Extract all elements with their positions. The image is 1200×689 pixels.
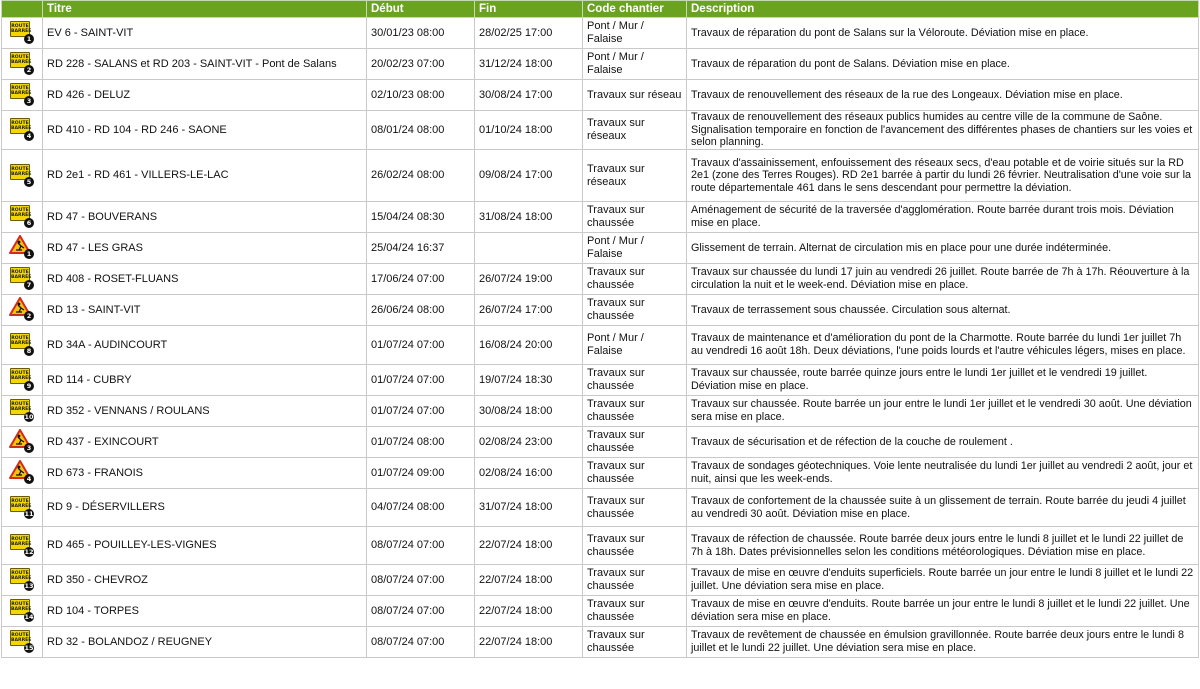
sign-text: ROUTE BARRÉE xyxy=(10,83,30,99)
cell-description: Travaux de réparation du pont de Salans. Déviation mise en place. xyxy=(687,49,1199,80)
cell-debut: 20/02/23 07:00 xyxy=(367,49,475,80)
route-barree-icon[interactable] xyxy=(9,398,35,422)
cell-code: Pont / Mur / Falaise xyxy=(583,49,687,80)
marker-number-badge: 6 xyxy=(24,218,34,228)
cell-code: Travaux sur réseaux xyxy=(583,150,687,202)
cell-icon xyxy=(2,80,43,111)
cell-icon xyxy=(2,396,43,427)
table-row[interactable] xyxy=(2,111,1199,150)
cell-debut: 04/07/24 08:00 xyxy=(367,489,475,527)
cell-fin: 22/07/24 18:00 xyxy=(475,527,583,565)
cell-titre: RD 350 - CHEVROZ xyxy=(43,565,367,596)
sign-text: ROUTE BARRÉE xyxy=(10,205,30,221)
cell-code: Travaux sur chaussée xyxy=(583,627,687,658)
cell-debut: 08/07/24 07:00 xyxy=(367,565,475,596)
cell-description: Travaux de renouvellement des réseaux de la rue des Longeaux. Déviation mise en place. xyxy=(687,80,1199,111)
header-debut[interactable]: Début xyxy=(367,1,475,18)
cell-icon xyxy=(2,489,43,527)
table-row[interactable] xyxy=(2,527,1199,565)
marker-number-badge: 1 xyxy=(24,249,34,259)
table-row[interactable] xyxy=(2,396,1199,427)
table-row[interactable] xyxy=(2,627,1199,658)
cell-icon xyxy=(2,49,43,80)
cell-titre: RD 34A - AUDINCOURT xyxy=(43,326,367,365)
route-barree-icon[interactable] xyxy=(9,332,35,356)
cell-titre: RD 228 - SALANS et RD 203 - SAINT-VIT - Pont de Salans xyxy=(43,49,367,80)
cell-description: Travaux de sécurisation et de réfection de la couche de roulement . xyxy=(687,427,1199,458)
route-barree-icon[interactable] xyxy=(9,629,35,653)
cell-icon xyxy=(2,18,43,49)
sign-text: ROUTE BARRÉE xyxy=(10,21,30,37)
route-barree-icon[interactable] xyxy=(9,204,35,228)
table-row[interactable] xyxy=(2,596,1199,627)
cell-fin: 26/07/24 19:00 xyxy=(475,264,583,295)
marker-number-badge: 8 xyxy=(24,346,34,356)
cell-titre: RD 352 - VENNANS / ROULANS xyxy=(43,396,367,427)
route-barree-icon[interactable] xyxy=(9,163,35,187)
cell-debut: 08/07/24 07:00 xyxy=(367,627,475,658)
cell-description: Travaux sur chaussée, route barrée quinze jours entre le lundi 1er juillet et le vendredi 19 juillet. Déviation mise en place. xyxy=(687,365,1199,396)
cell-code: Travaux sur chaussée xyxy=(583,427,687,458)
sign-text: ROUTE BARRÉE xyxy=(10,599,30,615)
cell-icon xyxy=(2,233,43,264)
cell-fin: 31/12/24 18:00 xyxy=(475,49,583,80)
table-header xyxy=(2,1,1199,18)
cell-fin: 22/07/24 18:00 xyxy=(475,596,583,627)
cell-debut: 26/06/24 08:00 xyxy=(367,295,475,326)
sign-text: ROUTE BARRÉE xyxy=(10,333,30,349)
cell-fin xyxy=(475,233,583,264)
cell-fin: 19/07/24 18:30 xyxy=(475,365,583,396)
route-barree-icon[interactable] xyxy=(9,266,35,290)
marker-number-badge: 10 xyxy=(24,413,34,421)
cell-icon xyxy=(2,365,43,396)
cell-titre: RD 32 - BOLANDOZ / REUGNEY xyxy=(43,627,367,658)
marker-number-badge: 2 xyxy=(24,311,34,321)
marker-number-badge: 12 xyxy=(24,547,34,556)
route-barree-icon[interactable] xyxy=(9,20,35,44)
cell-titre: RD 47 - BOUVERANS xyxy=(43,202,367,233)
cell-titre: RD 13 - SAINT-VIT xyxy=(43,295,367,326)
marker-number-badge: 4 xyxy=(24,474,34,484)
table-row[interactable] xyxy=(2,80,1199,111)
cell-titre: RD 9 - DÉSERVILLERS xyxy=(43,489,367,527)
cell-titre: RD 410 - RD 104 - RD 246 - SAONE xyxy=(43,111,367,150)
sign-text: ROUTE BARRÉE xyxy=(10,267,30,283)
cell-code: Travaux sur chaussée xyxy=(583,527,687,565)
cell-fin: 22/07/24 18:00 xyxy=(475,627,583,658)
marker-number-badge: 15 xyxy=(24,644,34,652)
marker-number-badge: 11 xyxy=(24,509,34,518)
header-code[interactable]: Code chantier xyxy=(583,1,687,18)
marker-number-badge: 3 xyxy=(24,96,34,106)
table-row[interactable] xyxy=(2,150,1199,202)
cell-fin: 22/07/24 18:00 xyxy=(475,565,583,596)
cell-debut: 02/10/23 08:00 xyxy=(367,80,475,111)
cell-debut: 30/01/23 08:00 xyxy=(367,18,475,49)
marker-number-badge: 7 xyxy=(24,280,34,290)
table-row[interactable] xyxy=(2,365,1199,396)
sign-text: ROUTE BARRÉE xyxy=(10,630,30,646)
route-barree-icon[interactable] xyxy=(9,598,35,622)
cell-icon xyxy=(2,111,43,150)
route-barree-icon[interactable] xyxy=(9,533,35,557)
cell-debut: 08/01/24 08:00 xyxy=(367,111,475,150)
table-row[interactable] xyxy=(2,427,1199,458)
sign-text: ROUTE BARRÉE xyxy=(10,368,30,384)
cell-code: Travaux sur chaussée xyxy=(583,202,687,233)
cell-debut: 01/07/24 07:00 xyxy=(367,326,475,365)
cell-fin: 30/08/24 18:00 xyxy=(475,396,583,427)
table-body xyxy=(2,18,1199,658)
sign-text: ROUTE BARRÉE xyxy=(10,496,30,512)
cell-description: Travaux de mise en œuvre d'enduits superficiels. Route barrée un jour entre le lundi 8 juillet et le lundi 22 juillet. Une déviation sera mise en place. xyxy=(687,565,1199,596)
cell-description: Travaux de réfection de chaussée. Route barrée deux jours entre le lundi 8 juillet et le lundi 22 juillet de 7h à 18h. Dates prévisionnelles selon les conditions météorologiques. Déviation mise en place. xyxy=(687,527,1199,565)
cell-debut: 08/07/24 07:00 xyxy=(367,596,475,627)
sign-text: ROUTE BARRÉE xyxy=(10,568,30,584)
cell-fin: 01/10/24 18:00 xyxy=(475,111,583,150)
cell-titre: RD 2e1 - RD 461 - VILLERS-LE-LAC xyxy=(43,150,367,202)
sign-text: ROUTE BARRÉE xyxy=(10,118,30,134)
sign-text: ROUTE BARRÉE xyxy=(10,534,30,550)
cell-icon xyxy=(2,264,43,295)
marker-number-badge: 4 xyxy=(24,131,34,141)
cell-icon xyxy=(2,527,43,565)
cell-debut: 08/07/24 07:00 xyxy=(367,527,475,565)
cell-description: Travaux de terrassement sous chaussée. Circulation sous alternat. xyxy=(687,295,1199,326)
cell-icon xyxy=(2,150,43,202)
cell-icon xyxy=(2,627,43,658)
cell-description: Aménagement de sécurité de la traversée d'agglomération. Route barrée durant trois mois. Déviation mise en place. xyxy=(687,202,1199,233)
cell-code: Travaux sur chaussée xyxy=(583,295,687,326)
cell-titre: RD 465 - POUILLEY-LES-VIGNES xyxy=(43,527,367,565)
table-row[interactable] xyxy=(2,202,1199,233)
cell-titre: RD 114 - CUBRY xyxy=(43,365,367,396)
header-fin[interactable]: Fin xyxy=(475,1,583,18)
roadworks-warning-icon[interactable] xyxy=(9,429,35,453)
cell-code: Travaux sur chaussée xyxy=(583,365,687,396)
table-row[interactable] xyxy=(2,233,1199,264)
cell-description: Glissement de terrain. Alternat de circulation mis en place pour une durée indéterminée. xyxy=(687,233,1199,264)
cell-description: Travaux de revêtement de chaussée en émulsion gravillonnée. Route barrée deux jours entre le lundi 8 juillet et le lundi 22 juillet. Une déviation sera mise en place. xyxy=(687,627,1199,658)
marker-number-badge: 13 xyxy=(24,582,34,590)
table-row[interactable] xyxy=(2,18,1199,49)
cell-fin: 30/08/24 17:00 xyxy=(475,80,583,111)
cell-icon xyxy=(2,202,43,233)
cell-fin: 26/07/24 17:00 xyxy=(475,295,583,326)
cell-titre: RD 47 - LES GRAS xyxy=(43,233,367,264)
cell-fin: 09/08/24 17:00 xyxy=(475,150,583,202)
route-barree-icon[interactable] xyxy=(9,51,35,75)
cell-description: Travaux de confortement de la chaussée suite à un glissement de terrain. Route barrée du jeudi 4 juillet au vendredi 30 août. Déviation mise en place. xyxy=(687,489,1199,527)
cell-fin: 02/08/24 23:00 xyxy=(475,427,583,458)
cell-debut: 17/06/24 07:00 xyxy=(367,264,475,295)
cell-code: Travaux sur chaussée xyxy=(583,396,687,427)
cell-icon xyxy=(2,565,43,596)
cell-code: Travaux sur chaussée xyxy=(583,458,687,489)
cell-description: Travaux d'assainissement, enfouissement des réseaux secs, d'eau potable et de voirie situés sur la RD 2e1 (zone des Terres Rouges). RD 2e1 barrée à partir du lundi 26 février. Neutralisation d'une voie sur la route départementale 461 dans le sens descendant pour permettre la déviation. xyxy=(687,150,1199,202)
cell-code: Travaux sur réseau xyxy=(583,80,687,111)
route-barree-icon[interactable] xyxy=(9,117,35,141)
table-row[interactable] xyxy=(2,295,1199,326)
cell-code: Travaux sur chaussée xyxy=(583,264,687,295)
cell-description: Travaux de maintenance et d'amélioration du pont de la Charmotte. Route barrée du lundi 1er juillet 7h au vendredi 16 août 18h. Deux déviations, l'une poids lourds et l'autre véhicules légers, mises en place. xyxy=(687,326,1199,365)
cell-debut: 01/07/24 08:00 xyxy=(367,427,475,458)
route-barree-icon[interactable] xyxy=(9,367,35,391)
table-row[interactable] xyxy=(2,326,1199,365)
roadworks-warning-icon[interactable] xyxy=(9,297,35,321)
sign-text: ROUTE BARRÉE xyxy=(10,52,30,68)
cell-description: Travaux de mise en œuvre d'enduits. Route barrée un jour entre le lundi 8 juillet et le lundi 22 juillet. Une déviation sera mise en place. xyxy=(687,596,1199,627)
table-row[interactable] xyxy=(2,489,1199,527)
cell-icon xyxy=(2,596,43,627)
cell-icon xyxy=(2,427,43,458)
marker-number-badge: 5 xyxy=(24,177,34,187)
cell-code: Travaux sur chaussée xyxy=(583,565,687,596)
cell-code: Travaux sur chaussée xyxy=(583,596,687,627)
cell-description: Travaux de réparation du pont de Salans sur la Véloroute. Déviation mise en place. xyxy=(687,18,1199,49)
header-icon xyxy=(2,1,43,18)
cell-titre: RD 408 - ROSET-FLUANS xyxy=(43,264,367,295)
cell-code: Pont / Mur / Falaise xyxy=(583,233,687,264)
marker-number-badge: 2 xyxy=(24,65,34,75)
route-barree-icon[interactable] xyxy=(9,82,35,106)
header-titre[interactable]: Titre xyxy=(43,1,367,18)
roadworks-table xyxy=(1,0,1199,658)
sign-text: ROUTE BARRÉE xyxy=(10,164,30,180)
sign-text: ROUTE BARRÉE xyxy=(10,399,30,415)
cell-icon xyxy=(2,326,43,365)
roadworks-warning-icon[interactable] xyxy=(9,460,35,484)
cell-code: Pont / Mur / Falaise xyxy=(583,326,687,365)
cell-titre: RD 426 - DELUZ xyxy=(43,80,367,111)
cell-description: Travaux de sondages géotechniques. Voie lente neutralisée du lundi 1er juillet au vendredi 2 août, jour et nuit, ainsi que les week-ends. xyxy=(687,458,1199,489)
marker-number-badge: 3 xyxy=(24,443,34,453)
cell-debut: 25/04/24 16:37 xyxy=(367,233,475,264)
marker-number-badge: 14 xyxy=(24,613,34,621)
marker-number-badge: 1 xyxy=(24,34,34,44)
cell-titre: EV 6 - SAINT-VIT xyxy=(43,18,367,49)
cell-description: Travaux sur chaussée du lundi 17 juin au vendredi 26 juillet. Route barrée de 7h à 17h. Réouverture à la circulation la nuit et le week-end. Déviation mise en place. xyxy=(687,264,1199,295)
marker-number-badge: 9 xyxy=(24,381,34,391)
table-row[interactable] xyxy=(2,565,1199,596)
cell-debut: 01/07/24 07:00 xyxy=(367,365,475,396)
table-row[interactable] xyxy=(2,49,1199,80)
cell-debut: 01/07/24 09:00 xyxy=(367,458,475,489)
cell-fin: 31/07/24 18:00 xyxy=(475,489,583,527)
cell-debut: 15/04/24 08:30 xyxy=(367,202,475,233)
cell-icon xyxy=(2,295,43,326)
cell-description: Travaux de renouvellement des réseaux publics humides au centre ville de la commune de Saône. Signalisation temporaire en fonction de l'avancement des différentes phases de chantiers sur les voies et selon planning. xyxy=(687,111,1199,150)
roadworks-warning-icon[interactable] xyxy=(9,235,35,259)
table-row[interactable] xyxy=(2,458,1199,489)
cell-titre: RD 437 - EXINCOURT xyxy=(43,427,367,458)
cell-debut: 01/07/24 07:00 xyxy=(367,396,475,427)
cell-fin: 31/08/24 18:00 xyxy=(475,202,583,233)
table-row[interactable] xyxy=(2,264,1199,295)
cell-code: Travaux sur chaussée xyxy=(583,489,687,527)
cell-code: Pont / Mur / Falaise xyxy=(583,18,687,49)
cell-titre: RD 673 - FRANOIS xyxy=(43,458,367,489)
cell-icon xyxy=(2,458,43,489)
route-barree-icon[interactable] xyxy=(9,567,35,591)
cell-debut: 26/02/24 08:00 xyxy=(367,150,475,202)
cell-code: Travaux sur réseaux xyxy=(583,111,687,150)
cell-fin: 16/08/24 20:00 xyxy=(475,326,583,365)
cell-fin: 02/08/24 16:00 xyxy=(475,458,583,489)
cell-description: Travaux sur chaussée. Route barrée un jour entre le lundi 1er juillet et le vendredi 30 août. Une déviation sera mise en place. xyxy=(687,396,1199,427)
cell-titre: RD 104 - TORPES xyxy=(43,596,367,627)
route-barree-icon[interactable] xyxy=(9,495,35,519)
cell-fin: 28/02/25 17:00 xyxy=(475,18,583,49)
header-description[interactable]: Description xyxy=(687,1,1199,18)
